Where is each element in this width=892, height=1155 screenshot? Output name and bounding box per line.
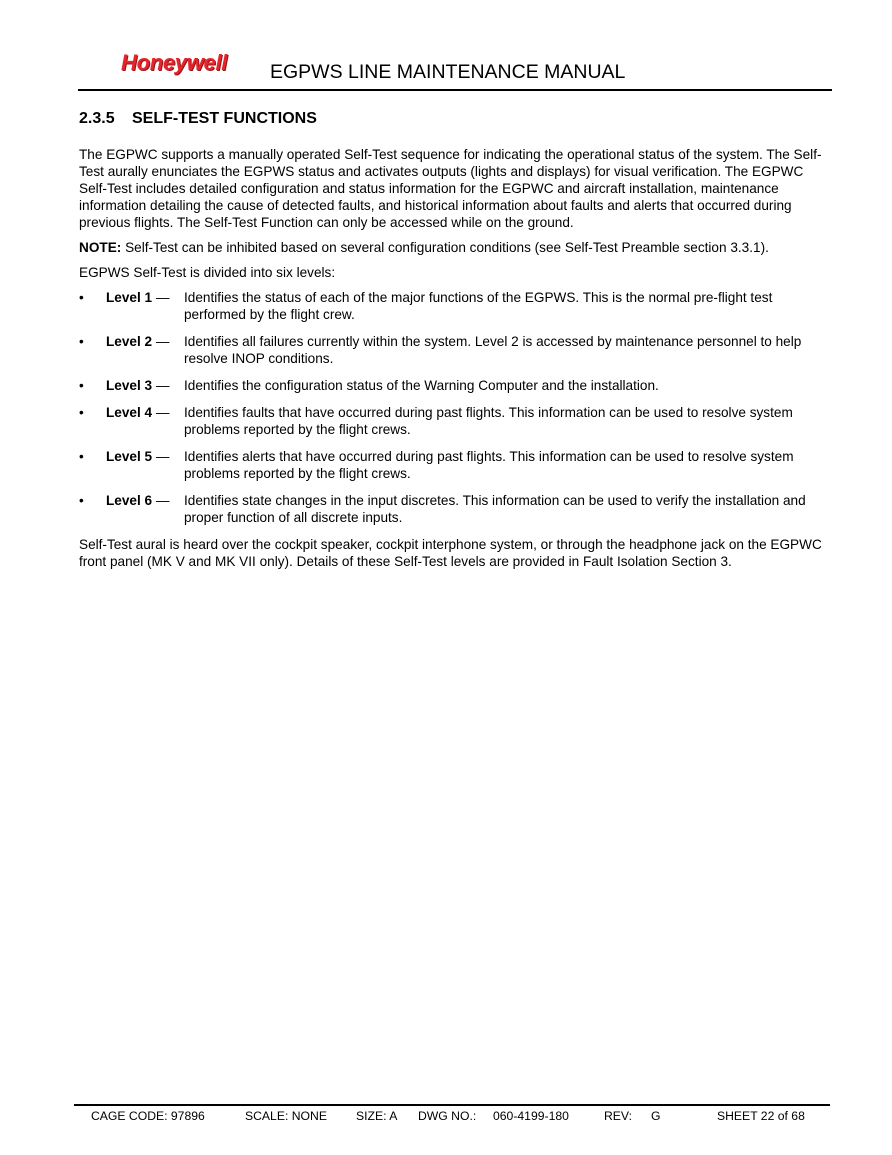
list-item bbox=[79, 377, 831, 394]
closing-paragraph: Self-Test aural is heard over the cockpit speaker, cockpit interphone system, or through the headphone jack on the EGPWC front panel (MK V and MK VII only). Details of these Self-Test levels are provided in Fault Isolation Section 3. bbox=[79, 537, 822, 569]
header-divider bbox=[78, 89, 832, 91]
list-item bbox=[79, 448, 831, 482]
note-text: Self-Test can be inhibited based on several configuration conditions (see Self-Test Preamble section 3.3.1). bbox=[121, 240, 769, 255]
level-description: Identifies all failures currently within the system. Level 2 is accessed by maintenance personnel to help resolve INOP conditions. bbox=[184, 334, 802, 366]
list-item bbox=[79, 492, 831, 526]
section-title: SELF-TEST FUNCTIONS bbox=[132, 110, 317, 127]
bullet-icon: • bbox=[79, 405, 84, 420]
honeywell-logo: Honeywell bbox=[121, 50, 228, 75]
bullet-icon: • bbox=[79, 334, 84, 349]
bullet-icon: • bbox=[79, 378, 84, 393]
bullet-icon: • bbox=[79, 449, 84, 464]
list-item bbox=[79, 333, 831, 367]
dwg-number: 060-4199-180 bbox=[493, 1109, 569, 1123]
level-label: Level 5 — bbox=[106, 449, 170, 464]
bullet-icon: • bbox=[79, 290, 84, 305]
size: SIZE: A bbox=[356, 1109, 398, 1123]
page-footer bbox=[74, 1104, 830, 1126]
page-header bbox=[78, 50, 832, 92]
rev-value: G bbox=[651, 1109, 661, 1123]
level-description: Identifies the configuration status of the Warning Computer and the installation. bbox=[184, 378, 659, 393]
level-label: Level 1 — bbox=[106, 290, 170, 305]
cage-code: CAGE CODE: 97896 bbox=[91, 1109, 205, 1123]
bullet-icon: • bbox=[79, 493, 84, 508]
level-description: Identifies faults that have occurred during past flights. This information can be used to resolve system problems reported by the flight crews. bbox=[184, 405, 793, 437]
manual-title: EGPWS LINE MAINTENANCE MANUAL bbox=[270, 61, 626, 83]
level-description: Identifies state changes in the input discretes. This information can be used to verify the installation and proper function of all discrete inputs. bbox=[184, 493, 806, 525]
levels-list bbox=[79, 289, 831, 526]
section-number: 2.3.5 bbox=[79, 110, 115, 127]
level-label: Level 2 — bbox=[106, 334, 170, 349]
note-paragraph bbox=[79, 239, 831, 256]
sheet-number: SHEET 22 of 68 bbox=[717, 1109, 805, 1123]
level-label: Level 4 — bbox=[106, 405, 170, 420]
level-description: Identifies the status of each of the major functions of the EGPWS. This is the normal pre-flight test performed by the flight crew. bbox=[184, 290, 773, 322]
list-item bbox=[79, 404, 831, 438]
rev-label: REV: bbox=[604, 1109, 632, 1123]
list-item bbox=[79, 289, 831, 323]
intro-paragraph: The EGPWC supports a manually operated Self-Test sequence for indicating the operational status of the system. The Self-Test aurally enunciates the EGPWS status and activates outputs (lights and displays) for visual verification. The EGPWC Self-Test includes detailed configuration and status information for the EGPWC and aircraft installation, maintenance information detailing the cause of detected faults, and historical information about faults and alerts that occurred during previous flights. The Self-Test Function can only be accessed while on the ground. bbox=[79, 147, 822, 230]
levels-intro: EGPWS Self-Test is divided into six levels: bbox=[79, 265, 336, 280]
level-description: Identifies alerts that have occurred during past flights. This information can be used to resolve system problems reported by the flight crews. bbox=[184, 449, 794, 481]
dwg-label: DWG NO.: bbox=[418, 1109, 477, 1123]
scale: SCALE: NONE bbox=[245, 1109, 327, 1123]
note-label: NOTE: bbox=[79, 240, 122, 255]
section-heading bbox=[79, 110, 831, 128]
page-content bbox=[79, 110, 831, 578]
title-block bbox=[74, 1106, 830, 1126]
level-label: Level 3 — bbox=[106, 378, 170, 393]
level-label: Level 6 — bbox=[106, 493, 170, 508]
